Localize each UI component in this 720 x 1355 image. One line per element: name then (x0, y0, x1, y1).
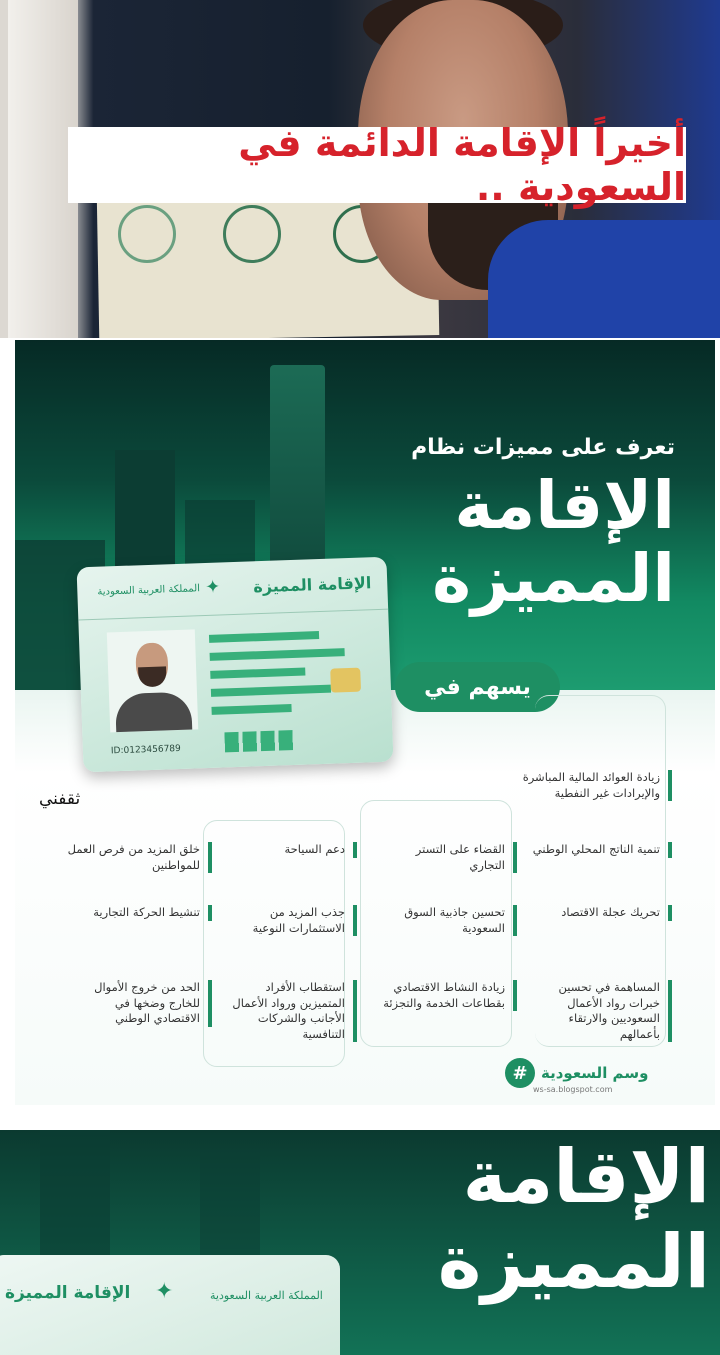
infographic (15, 340, 715, 1105)
palm-emblem-icon: ✦ (155, 1279, 174, 1304)
card-id-number: ID:0123456789 (110, 743, 181, 757)
brand-logo (505, 1058, 648, 1088)
card-line (209, 631, 319, 643)
photo-caption (68, 121, 686, 209)
contributes-badge: يسهم في (395, 662, 560, 712)
bottom-id-card (0, 1255, 340, 1355)
shirt (488, 220, 720, 338)
avatar-body (115, 692, 192, 733)
avatar-beard (138, 666, 167, 687)
hologram-seal-icon (118, 205, 176, 263)
benefit-item: زيادة النشاط الاقتصادي بقطاعات الخدمة والتجزئة (380, 980, 517, 1011)
benefit-item: دعم السياحة (225, 842, 357, 858)
hashtag-icon: # (505, 1058, 535, 1088)
benefit-item: تحريك عجلة الاقتصاد (530, 905, 672, 921)
card-line (211, 685, 331, 697)
benefit-item: استقطاب الأفراد المتميزين ورواد الأعمال الأجانب والشركات التنافسية (225, 980, 357, 1042)
benefit-item: تنمية الناتج المحلي الوطني (530, 842, 672, 858)
caption-text: أخيراً الإقامة الدائمة في السعودية .. (238, 121, 686, 209)
photo-box (107, 629, 198, 732)
title-large (432, 467, 675, 617)
bottom-title-line-1: الإقامة (462, 1134, 710, 1220)
brand-name: وسم السعودية (541, 1064, 649, 1082)
benefit-item: تنشيط الحركة التجارية (65, 905, 212, 921)
benefit-item: جذب المزيد من الاستثمارات النوعية (225, 905, 357, 936)
bottom-title (438, 1135, 710, 1305)
left-edge (0, 0, 8, 338)
card-country: المملكة العربية السعودية (97, 583, 201, 598)
title-line-2: المميزة (432, 539, 675, 617)
benefit-item: الحد من خروج الأموال للخارج وضخها في الاقتصادي الوطني (65, 980, 212, 1027)
card-line (211, 704, 291, 715)
benefit-item: زيادة العوائد المالية المباشرة والإيرادات غير النفطية (520, 770, 672, 801)
benefit-item: خلق المزيد من فرص العمل للمواطنين (65, 842, 212, 873)
id-card (77, 557, 394, 773)
bottom-card-title: الإقامة المميزة (5, 1283, 131, 1303)
bottom-banner (0, 1130, 720, 1355)
chip-icon (330, 668, 361, 693)
bottom-title-line-2: المميزة (437, 1219, 710, 1306)
watermark: ثقفني (39, 789, 81, 809)
brand-site: ws-sa.blogspot.com (533, 1085, 613, 1094)
palm-emblem-icon: ✦ (204, 576, 221, 598)
bottom-card-country: المملكة العربية السعودية (210, 1289, 323, 1302)
benefit-item: تحسين جاذبية السوق السعودية (380, 905, 517, 936)
benefit-item: القضاء على التستر التجاري (380, 842, 517, 873)
emblem-seal-icon (223, 205, 281, 263)
card-line (210, 648, 345, 661)
card-line (210, 668, 305, 679)
title-line-1: الإقامة (454, 467, 675, 544)
card-title: الإقامة المميزة (253, 573, 372, 597)
benefit-item: المساهمة في تحسين خبرات رواد الأعمال السعوديين والارتقاء بأعمالهم (530, 980, 672, 1042)
card-blocks (224, 730, 295, 752)
title-small: تعرف على مميزات نظام (411, 435, 675, 460)
